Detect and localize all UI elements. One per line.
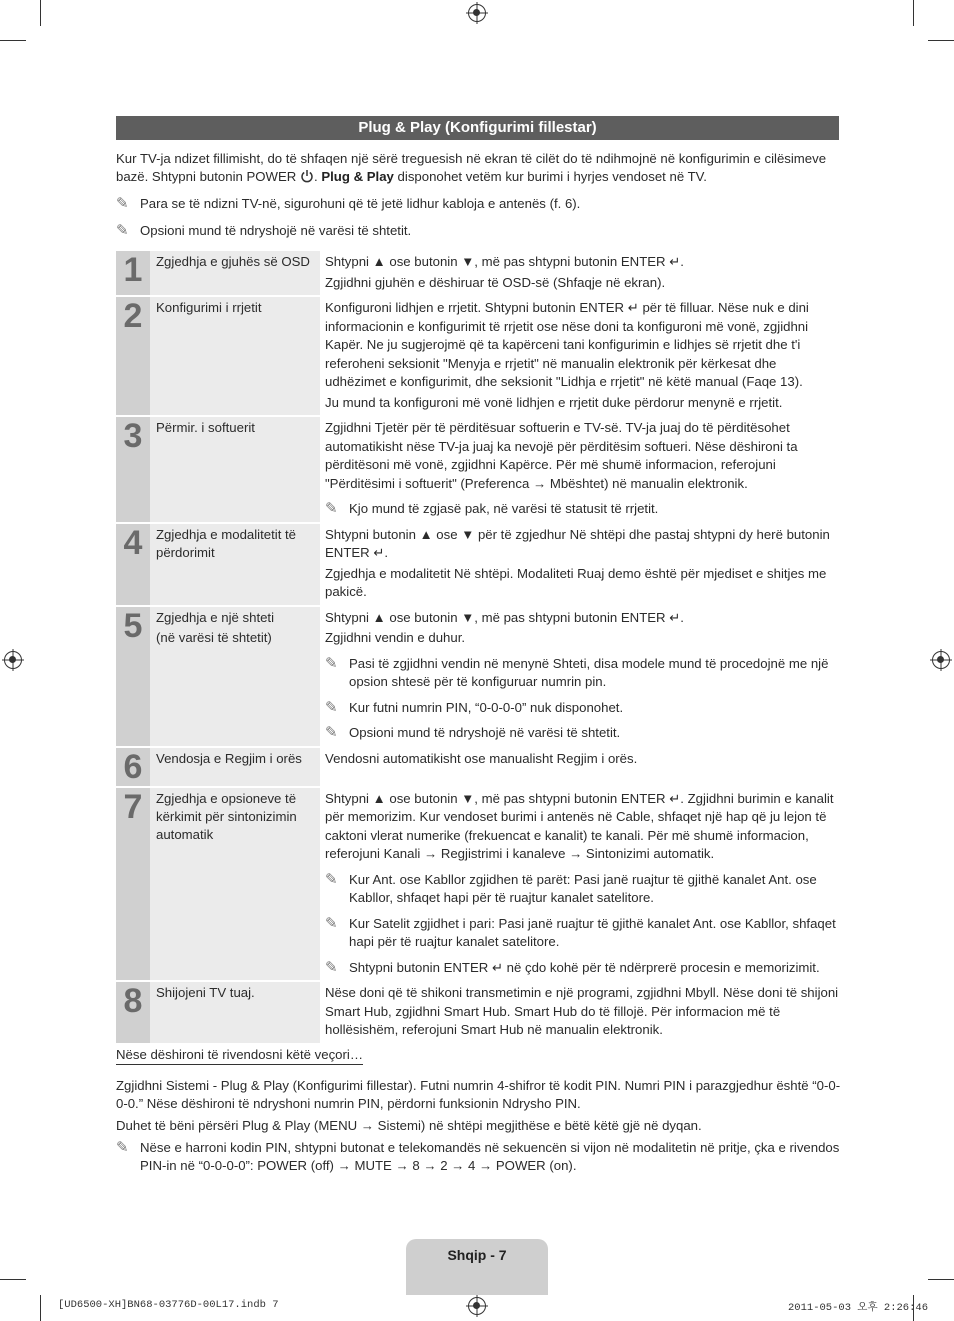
note	[325, 699, 839, 718]
registration-mark-icon	[932, 651, 950, 669]
pencil-note-icon: ✎	[116, 1139, 129, 1156]
intro-text: .	[314, 169, 322, 184]
pencil-note-icon: ✎	[325, 698, 338, 716]
crop-mark	[40, 1295, 41, 1321]
power-icon	[300, 169, 314, 183]
step-label	[150, 788, 320, 981]
step-description-text: Zgjidhni gjuhën e dëshiruar të OSD-së (Shfaqje në ekran).	[325, 274, 666, 290]
crop-mark	[928, 40, 954, 41]
intro-text: Kur TV-ja ndizet fillimisht, do të shfaqen një sërë treguesish në ekran të cilët do të ndihmojnë në konfigurimin e cilësimeve bazë. Shtypni butonin POWER	[116, 151, 827, 184]
note-text: Kur Ant. ose Kabllor zgjidhen të parët: Pasi janë ruajtur të gjithë kanalet Ant. ose Kabllor, shfaqet hapi për të ruajtur kanalet satelitore.	[349, 871, 817, 905]
page-number-tab: Shqip - 7	[406, 1239, 548, 1295]
step-label	[150, 297, 320, 415]
step-number: 4	[116, 524, 150, 605]
step-description	[320, 417, 839, 522]
step-row	[116, 607, 839, 746]
step-label-text: Zgjedhja e një shteti	[156, 609, 275, 625]
note-text: Opsioni mund të ndryshojë në varësi të shtetit.	[349, 725, 621, 740]
pencil-note-icon: ✎	[325, 654, 338, 672]
note-text: Kur futni numrin PIN, “0-0-0-0” nuk disponohet.	[349, 699, 624, 715]
step-number: 5	[116, 607, 150, 746]
step-label	[150, 748, 320, 786]
step-description-text: Zgjedhja e modalitetit Në shtëpi. Modaliteti Ruaj demo është për mjediset e shitjes me pakicë.	[325, 565, 827, 599]
note	[116, 195, 846, 213]
reset-paragraph: Duhet të bëni përsëri Plug & Play (MENU → Sistemi) në shtëpi megjithëse e bëtë këtë gjë në dyqan.	[116, 1118, 702, 1133]
step-number: 2	[116, 297, 150, 415]
step-label-text: Vendosja e Regjim i orës	[156, 750, 302, 766]
registration-mark-icon	[4, 651, 22, 669]
step-description-text: Shtypni ▲ ose butonin ▼, më pas shtypni butonin ENTER ↵.	[325, 254, 684, 269]
crop-mark	[0, 1279, 26, 1280]
step-label	[150, 524, 320, 605]
step-label-text: Përmir. i softuerit	[156, 420, 255, 435]
step-row	[116, 982, 839, 1043]
step-number: 7	[116, 788, 150, 981]
crop-mark	[913, 0, 914, 26]
note-text: Shtypni butonin ENTER ↵ në çdo kohë për të ndërprerë procesin e memorizimit.	[349, 959, 820, 975]
reset-heading: Nëse dëshironi të rivendosni këtë veçori…	[116, 1046, 363, 1065]
note-text: Pasi të zgjidhni vendin në menynë Shteti, disa modele mund të procedojnë me një opsion shtesë për të konfiguruar numrin pin.	[349, 655, 829, 689]
note	[325, 915, 839, 952]
intro-bold: Plug & Play	[321, 169, 394, 184]
crop-mark	[40, 0, 41, 26]
step-description-text: Shtypni butonin ▲ ose ▼ për të zgjedhur Në shtëpi dhe pastaj shtypni dy herë butonin ENTER ↵.	[325, 526, 830, 560]
crop-mark	[928, 1279, 954, 1280]
print-slug-right: 2011-05-03 오후 2:26:46	[788, 1302, 929, 1314]
step-label-text: Shijojeni TV tuaj.	[156, 985, 255, 1000]
step-description-text: Vendosni automatikisht ose manualisht Regjim i orës.	[325, 750, 638, 766]
note-text: Para se të ndizni TV-në, sigurohuni që të jetë lidhur kabloja e antenës (f. 6).	[140, 196, 581, 211]
intro-text: disponohet vetëm kur burimi i hyrjes vendoset në TV.	[393, 169, 707, 184]
registration-mark-icon	[468, 4, 486, 22]
step-row	[116, 251, 839, 295]
step-description-text: Zgjidhni vendin e duhur.	[325, 630, 466, 645]
note-text: Kjo mund të zgjasë pak, në varësi të statusit të rrjetit.	[349, 501, 659, 516]
step-description-text: Zgjidhni Tjetër për të përditësuar softuerin e TV-së. TV-ja juaj do të përditësohet automatikisht nëse TV-ja juaj ka nevojë për përditësim softueri. Nëse dëshironi ta përditësoni më vonë, zgjidhni Kapërce. Për më shumë informacion, referojuni "Përditësimi i softuerit" (Preferenca → Mbështet) në manualin elektronik.	[325, 420, 798, 491]
step-number: 1	[116, 251, 150, 295]
step-description	[320, 982, 839, 1043]
reset-paragraph: Zgjidhni Sistemi - Plug & Play (Konfigurimi fillestar). Futni numrin 4-shifror të kodit PIN. Numri PIN i parazgjedhur është “0-0-0-0.” Nëse dëshironi të ndryshoni numrin PIN, përdorni funksionin Ndrysho PIN.	[116, 1078, 841, 1111]
step-label-text: Zgjedhja e gjuhës së OSD	[156, 254, 310, 269]
pencil-note-icon: ✎	[116, 195, 129, 212]
step-description-text: Shtypni ▲ ose butonin ▼, më pas shtypni butonin ENTER ↵. Zgjidhni burimin e kanalit për memorizim. Kur vendoset burimi i antenës në Cable, shfaqet një hap që ju lejon të caktoni vlerat numerike (frekuencat e kanalit) te kanali. Për më shumë informacion, referojuni Kanali → Regjistrimi i kanaleve → Sintonizimi automatik.	[325, 790, 834, 861]
print-slug-left: [UD6500-XH]BN68-03776D-00L17.indb 7	[58, 1299, 279, 1311]
step-description-text: Ju mund ta konfiguroni më vonë lidhjen e rrjetit duke përdorur menynë e rrjetit.	[325, 394, 783, 410]
crop-mark	[0, 40, 26, 41]
pencil-note-icon: ✎	[325, 870, 338, 888]
note	[116, 222, 846, 240]
step-label	[150, 417, 320, 522]
step-label-text: Konfigurimi i rrjetit	[156, 300, 262, 315]
registration-mark-icon	[468, 1297, 486, 1315]
step-number: 3	[116, 417, 150, 522]
step-description	[320, 788, 839, 981]
step-label	[150, 982, 320, 1043]
pencil-note-icon: ✎	[325, 914, 338, 932]
note	[325, 724, 839, 743]
pencil-note-icon: ✎	[325, 724, 338, 741]
step-number: 8	[116, 982, 150, 1043]
step-description-text: Shtypni ▲ ose butonin ▼, më pas shtypni butonin ENTER ↵.	[325, 609, 684, 625]
step-row	[116, 524, 839, 605]
intro	[116, 150, 846, 240]
note	[325, 655, 839, 692]
steps-table	[116, 249, 839, 1045]
section-title: Plug & Play (Konfigurimi fillestar)	[116, 116, 839, 140]
reset-section	[116, 1046, 846, 1175]
step-row	[116, 788, 839, 981]
note	[116, 1139, 846, 1175]
step-number: 6	[116, 748, 150, 786]
step-row	[116, 417, 839, 522]
pencil-note-icon: ✎	[325, 500, 338, 517]
note-text: Kur Satelit zgjidhet i pari: Pasi janë ruajtur të gjithë kanalet Ant. ose Kabllor, shfaqet hapi për të ruajtur kanalet satelitore.	[349, 915, 836, 949]
step-label-text: Zgjedhja e opsioneve të kërkimit për sintonizimin automatik	[156, 790, 297, 842]
step-description	[320, 607, 839, 746]
step-description	[320, 524, 839, 605]
step-label	[150, 607, 320, 746]
note	[325, 871, 839, 908]
note-text: Opsioni mund të ndryshojë në varësi të shtetit.	[140, 223, 412, 238]
step-row	[116, 748, 839, 786]
step-description-text: Nëse doni që të shikoni transmetimin e një programi, zgjidhni Mbyll. Nëse doni të shijoni Smart Hub, zgjidhni Smart Hub. Smart Hub do të fillojë. Për informacion më të hollësishëm, referojuni Smart Hub në manualin elektronik.	[325, 985, 839, 1037]
step-description	[320, 297, 839, 415]
step-label-text: Zgjedhja e modalitetit të përdorimit	[156, 526, 297, 560]
step-row	[116, 297, 839, 415]
step-description	[320, 251, 839, 295]
note	[325, 500, 839, 519]
step-description	[320, 748, 839, 786]
pencil-note-icon: ✎	[325, 958, 338, 976]
note	[325, 959, 839, 978]
step-description-text: Konfiguroni lidhjen e rrjetit. Shtypni butonin ENTER ↵ për të filluar. Nëse nuk e dini informacionin e konfigurimit të rrjetit ose nëse doni ta konfiguroni më vonë, zgjidhni Kapër. Ne ju sugjerojmë që ta kapërceni tani konfigurimin e lidhjes së rrjetit dhe t'i referoheni seksionit "Menyja e rrjetit" në manualin elektronik për kërkesat dhe udhëzimet e konfigurimit, dhe seksionit "Lidhja e rrjetit" në këtë manual (Faqe 13).	[325, 300, 809, 389]
pencil-note-icon: ✎	[116, 222, 129, 239]
step-label-text: (në varësi të shtetit)	[156, 629, 272, 645]
note-text: Nëse e harroni kodin PIN, shtypni butonat e telekomandës në sekuencën si vijon në modalitetin në pritje, çka e rivendos PIN-in në “0-0-0-0”: POWER (off) → MUTE → 8 → 2 → 4 → POWER (on).	[140, 1140, 840, 1173]
intro-paragraph	[116, 150, 846, 186]
step-label	[150, 251, 320, 295]
